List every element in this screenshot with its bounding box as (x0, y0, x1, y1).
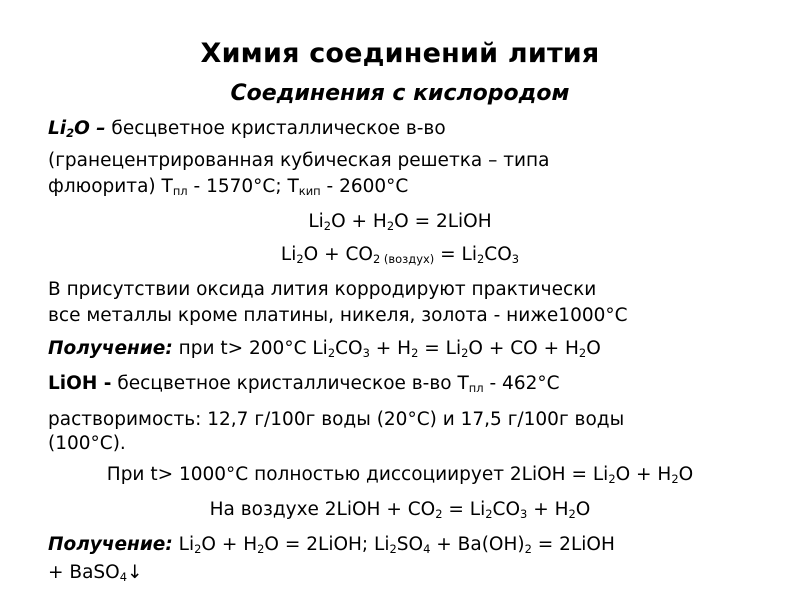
solubility-line-1: растворимость: 12,7 г/100г воды (20°С) и 17,5 г/100г воды (48, 409, 625, 430)
equation-li2o-water: $Li_2O + H_2O$ = 2LiOH (308, 211, 492, 234)
page-title: Химия соединений лития (200, 38, 600, 69)
air-reaction-line: На воздухе 2LiOH + $CO_2 = Li_2CO_3 + H_2O$ (209, 499, 591, 522)
preparation-lioh-line: Получение: $Li_2O + H_2O$ = 2LiOH; $Li_2SO_4 + Ba(OH)_2$ = 2LiOH (48, 534, 615, 557)
li2o-formula: $Li_2O$ – (48, 118, 106, 141)
lioh-description-line: LiOH - бесцветное кристаллическое в-во $Т_{пл} - 462^\circ С$ (48, 373, 560, 396)
li2o-structure-line: (гранецентрированная кубическая решетка – типа (48, 150, 550, 171)
dissociation-line: При t> 1000°С полностью диссоциирует 2LiOH = $Li_2O + H_2O$ (106, 464, 694, 487)
corrosion-line-2: все металлы кроме платины, никеля, золота - ниже1000°С (48, 305, 628, 326)
page-subtitle: Соединения с кислородом (230, 81, 570, 106)
lioh-label: LiOH - (48, 373, 112, 394)
solubility-line-2: (100°С). (48, 433, 126, 454)
li2o-temperatures-line: флюорита) $Т_{пл} - 1570^\circ С$; $Т_{кип} - 2600^\circ С$ (48, 176, 409, 199)
equation-li2o-co2: $Li_2O + CO_{2 (воздух)} = Li_2CO_3$ (280, 244, 520, 267)
preparation-label: Получение: (48, 534, 173, 555)
preparation-lioh-line-2: + BaSO$_4$↓ (48, 562, 143, 585)
li2o-description-line: $Li_2O$ – бесцветное кристаллическое в-во (48, 118, 446, 141)
preparation-li2o-line: Получение: при t> 200°С $Li_2CO_3 + H_2 = Li_2O$ + CO + $H_2O$ (48, 338, 601, 361)
corrosion-line-1: В присутствии оксида лития корродируют практически (48, 279, 597, 300)
precipitate-arrow-icon: ↓ (127, 562, 143, 583)
preparation-label: Получение: (48, 338, 173, 359)
